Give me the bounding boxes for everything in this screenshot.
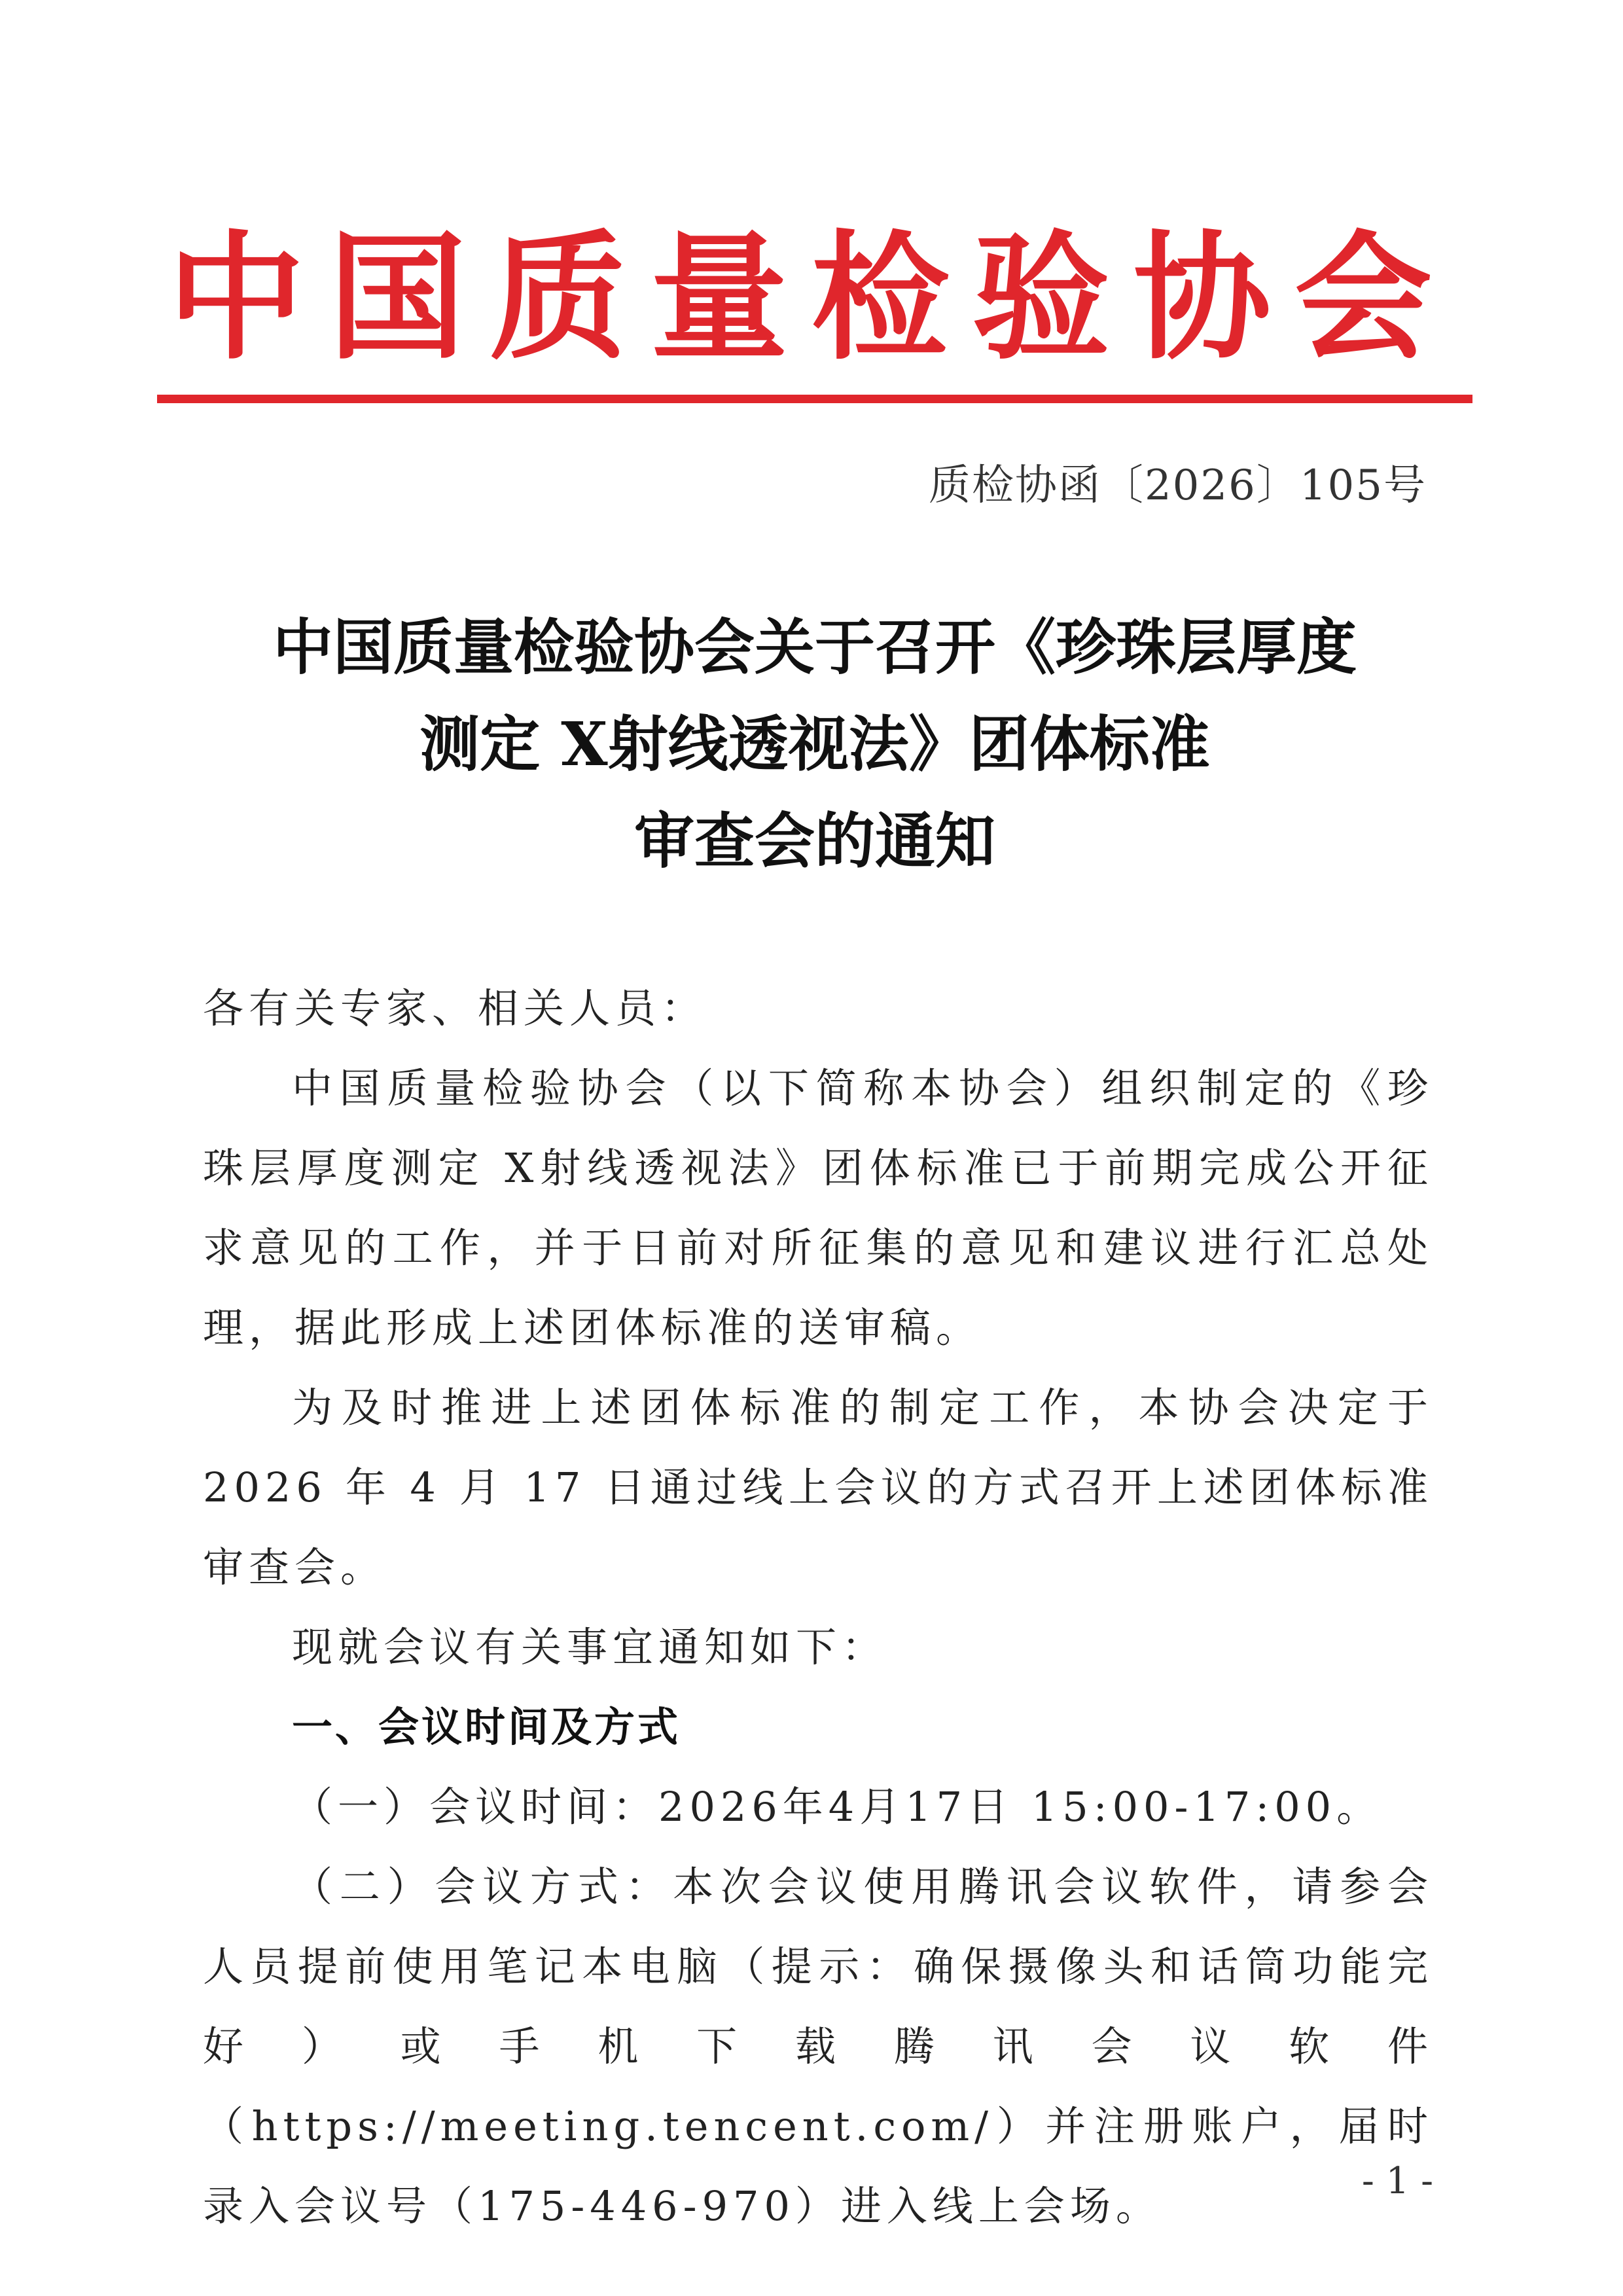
- organization-name: 中国质量检验协会: [167, 217, 1455, 378]
- document-body: [203, 969, 1433, 2246]
- document-title: [157, 599, 1472, 889]
- page-number: - 1 -: [1361, 2160, 1433, 2202]
- section-heading-meeting-time: 一、会议时间及方式: [292, 1703, 681, 1751]
- title-line-2: 测定 X射线透视法》团体标准: [419, 709, 1210, 780]
- letterhead: [157, 209, 1466, 386]
- paragraph-decision: 为及时推进上述团体标准的制定工作，本协会决定于 2026 年 4 月 17 日通过线上会议的方式召开上述团体标准审查会。: [203, 1384, 1433, 1591]
- letterhead-divider: [157, 395, 1472, 403]
- meeting-time: （一）会议时间：2026年4月17日 15:00-17:00。: [292, 1783, 1383, 1831]
- title-line-1: 中国质量检验协会关于召开《珍珠层厚度: [272, 612, 1357, 683]
- paragraph-background: 中国质量检验协会（以下简称本协会）组织制定的《珍珠层厚度测定 X射线透视法》团体标准已于前期完成公开征求意见的工作，并于日前对所征集的意见和建议进行汇总处理，据此形成上述团体标准的送审稿。: [203, 1064, 1433, 1352]
- document-number: 质检协函〔2026〕105号: [928, 461, 1427, 510]
- title-line-3: 审查会的通知: [633, 806, 995, 876]
- salutation: 各有关专家、相关人员：: [203, 984, 707, 1032]
- meeting-method: （二）会议方式：本次会议使用腾讯会议软件，请参会人员提前使用笔记本电脑（提示：确保摄像头和话筒功能完好）或手机下载腾讯会议软件（https://meeting.tencent.com/）并注册账户，届时录入会议号（175-446-970）进入线上会场。: [203, 1863, 1433, 2230]
- paragraph-notice-intro: 现就会议有关事宜通知如下：: [292, 1623, 888, 1671]
